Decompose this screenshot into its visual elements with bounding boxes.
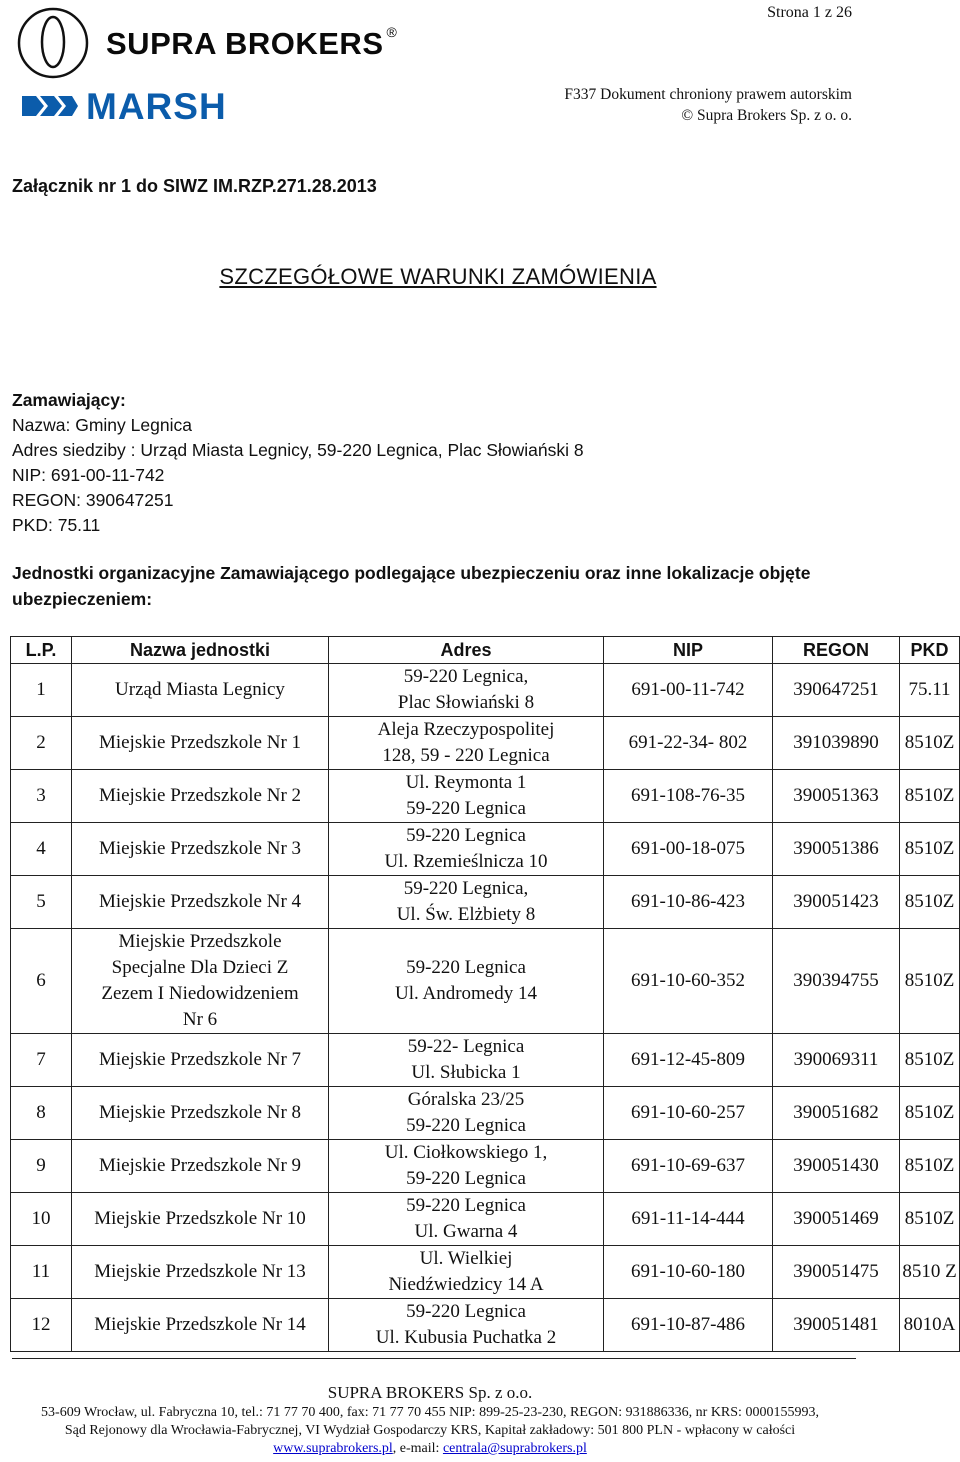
address-line: Ul. Wielkiej <box>419 1248 513 1269</box>
unit-name-line: Miejskie Przedszkole Nr 8 <box>98 1102 302 1123</box>
client-nip: NIP: 691-00-11-742 <box>12 465 165 485</box>
footer-address-line: 53-609 Wrocław, ul. Fabryczna 10, tel.: 71 77 70 400, fax: 71 77 70 455 NIP: 899-25-23-230, REGON: 931886336, nr KRS: 0000155993, <box>41 1405 819 1420</box>
row-address <box>329 1034 604 1087</box>
row-unit-name <box>72 1193 329 1246</box>
row-unit-name <box>72 823 329 876</box>
unit-name-line: Miejskie Przedszkole Nr 4 <box>98 891 302 912</box>
row-address <box>329 717 604 770</box>
row-nip: 691-10-60-180 <box>604 1246 773 1299</box>
address-line: 59-220 Legnica <box>406 1115 526 1136</box>
row-nip: 691-108-76-35 <box>604 770 773 823</box>
row-pkd: 8510Z <box>900 1034 960 1087</box>
row-regon: 390051475 <box>773 1246 900 1299</box>
row-address <box>329 876 604 929</box>
website-link[interactable]: www.suprabrokers.pl <box>273 1441 393 1456</box>
client-label: Zamawiający: <box>12 390 126 410</box>
units-table <box>10 636 960 1352</box>
address-line: 128, 59 - 220 Legnica <box>382 745 550 766</box>
table-row <box>11 1193 960 1246</box>
row-nip: 691-00-18-075 <box>604 823 773 876</box>
client-info <box>12 388 584 538</box>
table-row <box>11 1087 960 1140</box>
row-address <box>329 823 604 876</box>
row-address <box>329 1299 604 1352</box>
table-row <box>11 929 960 1034</box>
row-lp: 7 <box>11 1034 72 1087</box>
row-lp: 4 <box>11 823 72 876</box>
address-line: Ul. Gwarna 4 <box>414 1221 518 1242</box>
row-address <box>329 770 604 823</box>
row-regon: 390051469 <box>773 1193 900 1246</box>
row-lp: 9 <box>11 1140 72 1193</box>
header-regon: REGON <box>773 637 900 664</box>
row-nip: 691-00-11-742 <box>604 664 773 717</box>
address-line: Góralska 23/25 <box>407 1089 525 1110</box>
row-lp: 5 <box>11 876 72 929</box>
address-line: Ul. Słubicka 1 <box>411 1062 521 1083</box>
row-unit-name <box>72 770 329 823</box>
row-regon: 390394755 <box>773 929 900 1034</box>
marsh-emblem-icon <box>22 92 78 122</box>
row-address <box>329 1087 604 1140</box>
row-unit-name <box>72 929 329 1034</box>
document-code: F337 Dokument chroniony prawem autorskim <box>564 86 852 103</box>
unit-name-line: Miejskie Przedszkole Nr 10 <box>94 1208 306 1229</box>
client-regon: REGON: 390647251 <box>12 490 174 510</box>
row-nip: 691-12-45-809 <box>604 1034 773 1087</box>
address-line: Niedźwiedzicy 14 A <box>388 1274 544 1295</box>
address-line: 59-220 Legnica <box>406 1168 526 1189</box>
units-heading: Jednostki organizacyjne Zamawiającego podlegające ubezpieczeniu oraz inne lokalizacje objęte ubezpieczeniem: <box>12 563 811 609</box>
table-header-row <box>11 637 960 664</box>
unit-name-line: Specjalne Dla Dzieci Z <box>111 957 289 978</box>
row-nip: 691-22-34- 802 <box>604 717 773 770</box>
client-pkd: PKD: 75.11 <box>12 515 101 535</box>
table-row <box>11 664 960 717</box>
address-line: Ul. Reymonta 1 <box>405 772 527 793</box>
row-nip: 691-10-60-257 <box>604 1087 773 1140</box>
annex-reference: Załącznik nr 1 do SIWZ IM.RZP.271.28.2013 <box>12 176 377 196</box>
row-regon: 390051481 <box>773 1299 900 1352</box>
row-address <box>329 1140 604 1193</box>
table-row <box>11 1299 960 1352</box>
header-lp: L.P. <box>11 637 72 664</box>
address-line: Plac Słowiański 8 <box>397 692 535 713</box>
table-row <box>11 770 960 823</box>
row-unit-name <box>72 1246 329 1299</box>
row-lp: 12 <box>11 1299 72 1352</box>
row-unit-name <box>72 664 329 717</box>
row-address <box>329 664 604 717</box>
header-address: Adres <box>329 637 604 664</box>
address-line: 59-220 Legnica, <box>403 878 529 899</box>
table-row <box>11 1140 960 1193</box>
row-lp: 11 <box>11 1246 72 1299</box>
address-line: Aleja Rzeczypospolitej <box>377 719 555 740</box>
address-line: 59-220 Legnica <box>406 957 526 978</box>
unit-name-line: Miejskie Przedszkole <box>118 931 282 952</box>
address-line: 59-220 Legnica <box>406 825 526 846</box>
row-unit-name <box>72 1299 329 1352</box>
row-pkd: 75.11 <box>900 664 960 717</box>
header-name: Nazwa jednostki <box>72 637 329 664</box>
address-line: 59-22- Legnica <box>407 1036 525 1057</box>
footer-contact-line <box>0 1440 860 1458</box>
header-nip: NIP <box>604 637 773 664</box>
row-pkd: 8510Z <box>900 876 960 929</box>
row-lp: 1 <box>11 664 72 717</box>
document-title: SZCZEGÓŁOWE WARUNKI ZAMÓWIENIA <box>219 264 657 289</box>
footer-court-line: Sąd Rejonowy dla Wrocławia-Fabrycznej, VI Wydział Gospodarczy KRS, Kapitał zakładowy: 501 800 PLN - wpłacony w całości <box>64 1423 796 1438</box>
row-lp: 8 <box>11 1087 72 1140</box>
unit-name-line: Miejskie Przedszkole Nr 13 <box>94 1261 306 1282</box>
row-nip: 691-11-14-444 <box>604 1193 773 1246</box>
supra-brokers-logo <box>12 6 482 86</box>
unit-name-line: Miejskie Przedszkole Nr 9 <box>98 1155 302 1176</box>
table-row <box>11 823 960 876</box>
row-nip: 691-10-87-486 <box>604 1299 773 1352</box>
copyright-block <box>564 84 852 126</box>
row-regon: 390069311 <box>773 1034 900 1087</box>
unit-name-line: Urząd Miasta Legnicy <box>115 679 285 700</box>
table-row <box>11 717 960 770</box>
footer <box>0 1382 860 1458</box>
header-pkd: PKD <box>900 637 960 664</box>
row-regon: 390051682 <box>773 1087 900 1140</box>
page-number: Strona 1 z 26 <box>767 4 852 21</box>
address-line: Ul. Kubusia Puchatka 2 <box>375 1327 557 1348</box>
copyright-notice: © Supra Brokers Sp. z o. o. <box>681 107 852 124</box>
client-name: Nazwa: Gminy Legnica <box>12 415 192 435</box>
row-unit-name <box>72 876 329 929</box>
row-regon: 390051386 <box>773 823 900 876</box>
unit-name-line: Miejskie Przedszkole Nr 2 <box>98 785 302 806</box>
unit-name-line: Nr 6 <box>182 1009 218 1030</box>
marsh-wordmark: MARSH <box>86 86 227 127</box>
row-unit-name <box>72 1140 329 1193</box>
address-line: Ul. Rzemieślnicza 10 <box>384 851 548 872</box>
address-line: 59-220 Legnica <box>406 1195 526 1216</box>
footer-company: SUPRA BROKERS Sp. z o.o. <box>327 1383 533 1402</box>
unit-name-line: Zezem I Niedowidzeniem <box>101 983 299 1004</box>
unit-name-line: Miejskie Przedszkole Nr 3 <box>98 838 302 859</box>
row-regon: 391039890 <box>773 717 900 770</box>
row-regon: 390051363 <box>773 770 900 823</box>
units-table-body <box>11 664 960 1352</box>
row-pkd: 8510Z <box>900 1193 960 1246</box>
unit-name-line: Miejskie Przedszkole Nr 7 <box>98 1049 302 1070</box>
unit-name-line: Miejskie Przedszkole Nr 1 <box>98 732 302 753</box>
row-pkd: 8010A <box>900 1299 960 1352</box>
row-unit-name <box>72 1034 329 1087</box>
address-line: Ul. Ciołkowskiego 1, <box>384 1142 548 1163</box>
table-row <box>11 1246 960 1299</box>
table-row <box>11 1034 960 1087</box>
row-pkd: 8510Z <box>900 1087 960 1140</box>
email-link[interactable]: centrala@suprabrokers.pl <box>442 1441 587 1456</box>
marsh-logo <box>22 86 232 127</box>
address-line: 59-220 Legnica, <box>403 666 529 687</box>
row-address <box>329 1246 604 1299</box>
unit-name-line: Miejskie Przedszkole Nr 14 <box>94 1314 306 1335</box>
address-line: 59-220 Legnica <box>406 1301 526 1322</box>
row-pkd: 8510 Z <box>900 1246 960 1299</box>
brand-name: SUPRA BROKERS ® <box>106 23 398 61</box>
table-row <box>11 876 960 929</box>
row-address <box>329 929 604 1034</box>
row-unit-name <box>72 717 329 770</box>
row-nip: 691-10-69-637 <box>604 1140 773 1193</box>
supra-logo-emblem-icon <box>16 6 90 80</box>
row-lp: 2 <box>11 717 72 770</box>
row-lp: 3 <box>11 770 72 823</box>
footer-divider <box>12 1358 856 1359</box>
address-line: Ul. Św. Elżbiety 8 <box>396 904 536 925</box>
row-pkd: 8510Z <box>900 717 960 770</box>
row-nip: 691-10-86-423 <box>604 876 773 929</box>
registered-mark: ® <box>386 23 398 40</box>
client-address: Adres siedziby : Urząd Miasta Legnicy, 59-220 Legnica, Plac Słowiański 8 <box>12 440 584 460</box>
address-line: 59-220 Legnica <box>406 798 526 819</box>
row-regon: 390051430 <box>773 1140 900 1193</box>
row-pkd: 8510Z <box>900 929 960 1034</box>
row-address <box>329 1193 604 1246</box>
row-nip: 691-10-60-352 <box>604 929 773 1034</box>
row-pkd: 8510Z <box>900 1140 960 1193</box>
row-regon: 390647251 <box>773 664 900 717</box>
row-lp: 10 <box>11 1193 72 1246</box>
row-lp: 6 <box>11 929 72 1034</box>
address-line: Ul. Andromedy 14 <box>395 983 537 1004</box>
email-prefix: , e-mail: <box>392 1441 443 1456</box>
row-pkd: 8510Z <box>900 770 960 823</box>
row-regon: 390051423 <box>773 876 900 929</box>
row-pkd: 8510Z <box>900 823 960 876</box>
row-unit-name <box>72 1087 329 1140</box>
